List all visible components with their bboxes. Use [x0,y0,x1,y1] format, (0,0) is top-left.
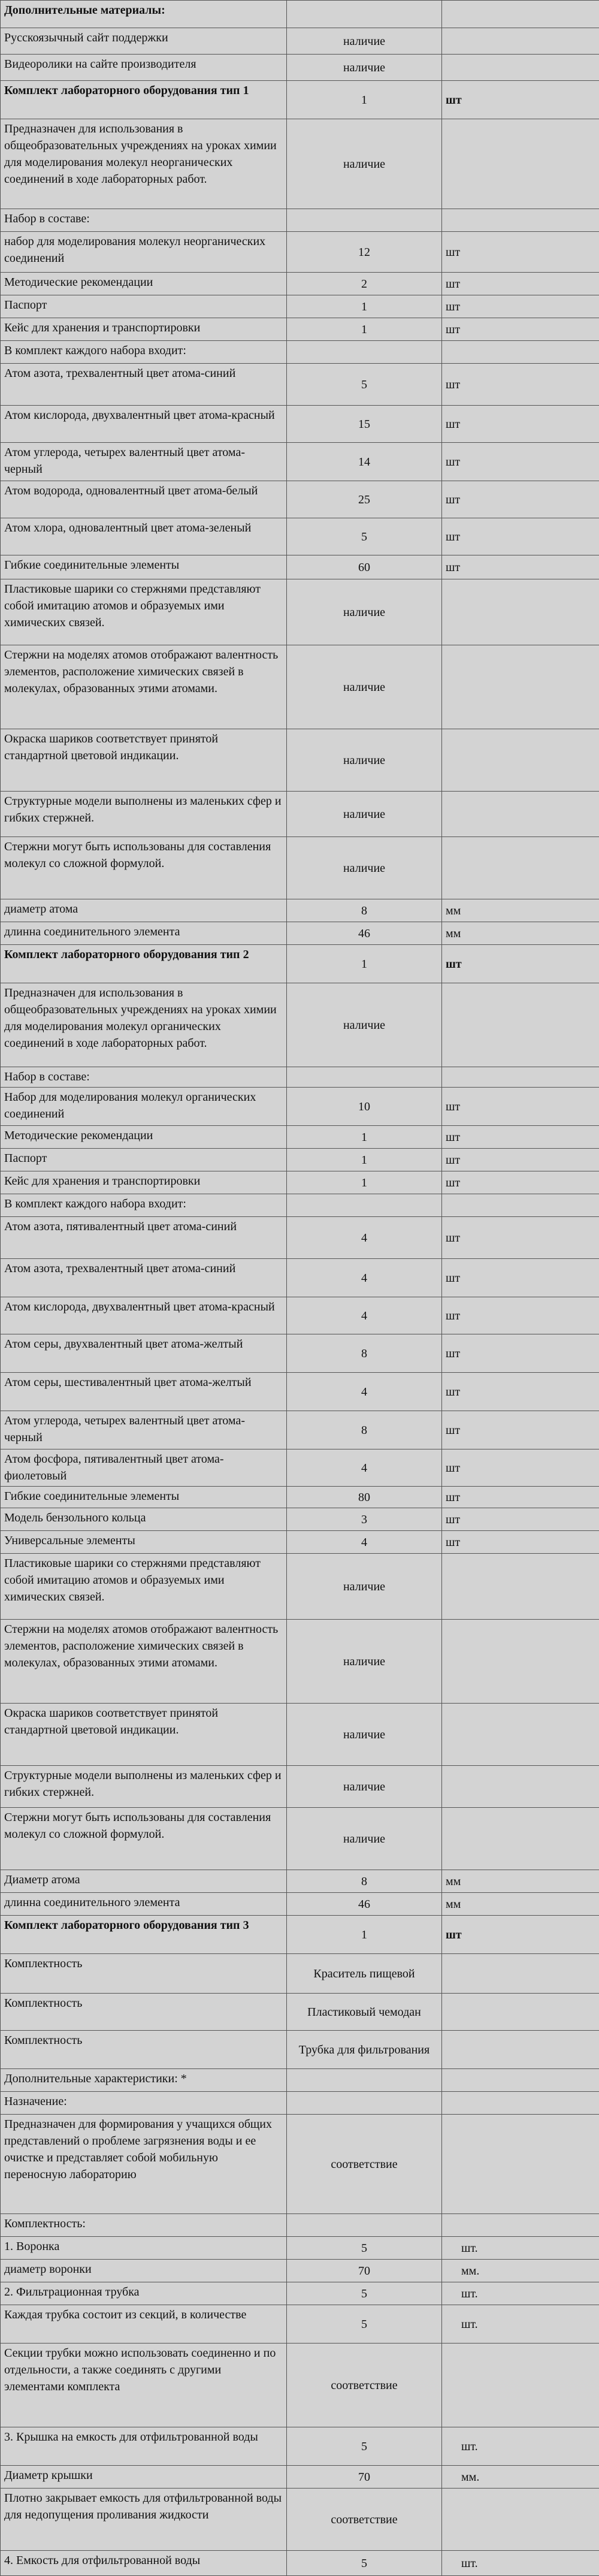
table-row [1,481,599,518]
row-name-cell: Русскоязычный сайт поддержки [1,28,287,55]
table-row [1,555,599,579]
table-row [1,2214,599,2237]
row-name-cell: длинна соединительного элемента [1,1893,287,1916]
row-name-cell: Комплектность: [1,2214,287,2237]
table-row [1,729,599,792]
row-name-cell: Атом хлора, одновалентный цвет атома-зеленый [1,518,287,555]
row-unit-cell: шт [442,318,599,341]
row-value-cell [287,2092,442,2115]
row-value-cell: 1 [287,1126,442,1149]
row-name-cell: Окраска шариков соответствует принятой стандартной цветовой индикации. [1,1704,287,1766]
table-row [1,1916,599,1954]
table-row [1,645,599,729]
row-unit-cell [442,2031,599,2069]
row-value-cell: наличие [287,119,442,209]
row-unit-cell [442,2092,599,2115]
row-name-cell: Комплектность [1,1954,287,1994]
row-value-cell: наличие [287,1766,442,1808]
row-value-cell: 4 [287,1531,442,1554]
row-unit-cell [442,1,599,28]
table-row [1,295,599,318]
row-value-cell [287,341,442,364]
table-row [1,2092,599,2115]
row-unit-cell: шт [442,273,599,295]
row-value-cell: 8 [287,1870,442,1893]
row-name-cell: Атом фосфора, пятивалентный цвет атома-фиолетовый [1,1449,287,1487]
row-unit-cell [442,28,599,55]
row-value-cell: 8 [287,899,442,922]
table-row [1,1554,599,1620]
row-unit-cell: шт [442,1297,599,1334]
row-value-cell: наличие [287,1620,442,1704]
row-name-cell: Гибкие соединительные элементы [1,555,287,579]
row-name-cell: Дополнительные характеристики: * [1,2069,287,2092]
table-row [1,119,599,209]
row-value-cell: 25 [287,481,442,518]
row-unit-cell: шт [442,1487,599,1508]
table-row [1,1620,599,1704]
row-value-cell: 4 [287,1217,442,1259]
row-unit-cell: мм. [442,2466,599,2489]
row-name-cell: Пластиковые шарики со стержнями представляют собой имитацию атомов и образуемых ими химических связей. [1,1554,287,1620]
row-value-cell: 8 [287,1334,442,1373]
row-unit-cell [442,2115,599,2214]
table-row [1,899,599,922]
row-unit-cell [442,792,599,837]
table-row [1,28,599,55]
row-value-cell: 4 [287,1259,442,1297]
row-value-cell: наличие [287,579,442,645]
row-unit-cell [442,983,599,1067]
row-unit-cell: шт. [442,2551,599,2576]
row-name-cell: Атом кислорода, двухвалентный цвет атома-красный [1,1297,287,1334]
row-name-cell: Атом серы, шестивалентный цвет атома-желтый [1,1373,287,1411]
row-unit-cell: шт. [442,2427,599,2466]
row-name-cell: Атом азота, трехвалентный цвет атома-синий [1,364,287,406]
row-name-cell: Диаметр крышки [1,2466,287,2489]
row-name-cell: Структурные модели выполнены из маленьких сфер и гибких стержней. [1,1766,287,1808]
row-value-cell: 70 [287,2466,442,2489]
row-value-cell: наличие [287,837,442,899]
row-unit-cell: шт [442,81,599,119]
table-row [1,2115,599,2214]
specifications-table-body [1,1,599,2576]
row-unit-cell: шт [442,1411,599,1449]
row-name-cell: Комплект лабораторного оборудования тип 1 [1,81,287,119]
row-value-cell [287,1067,442,1088]
row-value-cell: 4 [287,1297,442,1334]
table-row [1,945,599,983]
row-value-cell: 10 [287,1088,442,1126]
table-row [1,2237,599,2260]
row-name-cell: Комплект лабораторного оборудования тип 3 [1,1916,287,1954]
row-value-cell: 5 [287,2237,442,2260]
row-value-cell: 4 [287,1449,442,1487]
row-value-cell: 5 [287,2551,442,2576]
row-name-cell: Методические рекомендации [1,1126,287,1149]
row-unit-cell: шт [442,443,599,481]
row-name-cell: набор для моделирования молекул неорганических соединений [1,232,287,273]
row-unit-cell: мм [442,899,599,922]
row-unit-cell: мм [442,1893,599,1916]
row-name-cell: Атом углерода, четырех валентный цвет атома- черный [1,1411,287,1449]
row-name-cell: Секции трубки можно использовать соединенно и по отдельности, а также соединять с другими элементами комплекта [1,2344,287,2427]
table-row [1,1704,599,1766]
row-value-cell: 2 [287,273,442,295]
table-row [1,406,599,443]
row-value-cell: 1 [287,1171,442,1194]
table-row [1,2489,599,2551]
row-name-cell: В комплект каждого набора входит: [1,341,287,364]
row-name-cell: Паспорт [1,1149,287,1171]
row-unit-cell [442,1994,599,2031]
row-name-cell: Универсальные элементы [1,1531,287,1554]
row-name-cell: Набор для моделирования молекул органических соединений [1,1088,287,1126]
row-name-cell: Набор в составе: [1,209,287,232]
row-value-cell: наличие [287,729,442,792]
row-unit-cell: шт [442,1171,599,1194]
row-value-cell: наличие [287,792,442,837]
row-name-cell: Стержни на моделях атомов отображают валентность элементов, расположение химических связей в молекулах, образованных этими атомами. [1,645,287,729]
row-name-cell: Атом водорода, одновалентный цвет атома-белый [1,481,287,518]
row-name-cell: В комплект каждого набора входит: [1,1194,287,1217]
row-value-cell: 80 [287,1487,442,1508]
row-name-cell: Структурные модели выполнены из маленьких сфер и гибких стержней. [1,792,287,837]
row-unit-cell: шт [442,1916,599,1954]
row-value-cell: 5 [287,2427,442,2466]
table-row [1,1893,599,1916]
row-unit-cell [442,55,599,81]
row-unit-cell: шт [442,1149,599,1171]
table-row [1,232,599,273]
row-unit-cell [442,579,599,645]
row-unit-cell: мм [442,1870,599,1893]
table-row [1,1808,599,1870]
row-name-cell: Предназначен для использования в общеобразовательных учреждениях на уроках химии для моделирования молекул органических соединений в ходе лабораторных работ. [1,983,287,1067]
table-row [1,1411,599,1449]
row-name-cell: 4. Емкость для отфильтрованной воды [1,2551,287,2576]
row-unit-cell: шт [442,1373,599,1411]
row-name-cell: Методические рекомендации [1,273,287,295]
row-value-cell: наличие [287,28,442,55]
table-row [1,792,599,837]
table-row [1,2427,599,2466]
row-name-cell: Атом кислорода, двухвалентный цвет атома-красный [1,406,287,443]
table-row [1,1126,599,1149]
row-unit-cell: шт [442,1508,599,1531]
table-row [1,2031,599,2069]
row-name-cell: Пластиковые шарики со стержнями представляют собой имитацию атомов и образуемых ими химических связей. [1,579,287,645]
row-value-cell: 1 [287,1149,442,1171]
row-name-cell: Предназначен для использования в общеобразовательных учреждениях на уроках химии для моделирования молекул неорганических соединений в ходе лабораторных работ. [1,119,287,209]
row-unit-cell [442,119,599,209]
row-unit-cell [442,837,599,899]
row-value-cell: наличие [287,1808,442,1870]
row-value-cell: 5 [287,364,442,406]
row-value-cell: наличие [287,1704,442,1766]
row-unit-cell: шт [442,1531,599,1554]
row-unit-cell: шт [442,1088,599,1126]
row-unit-cell: шт [442,295,599,318]
row-name-cell: Атом серы, двухвалентный цвет атома-желтый [1,1334,287,1373]
row-value-cell: 1 [287,1916,442,1954]
row-value-cell: 1 [287,945,442,983]
row-value-cell: 60 [287,555,442,579]
row-unit-cell [442,2489,599,2551]
row-unit-cell: шт [442,518,599,555]
row-unit-cell: шт [442,1259,599,1297]
row-name-cell: Модель бензольного кольца [1,1508,287,1531]
row-unit-cell: шт [442,945,599,983]
row-value-cell: 15 [287,406,442,443]
table-row [1,1531,599,1554]
row-unit-cell: шт [442,1217,599,1259]
row-unit-cell [442,1067,599,1088]
table-row [1,2344,599,2427]
row-name-cell: диаметр воронки [1,2260,287,2282]
table-row [1,837,599,899]
row-unit-cell [442,1954,599,1994]
row-value-cell: Трубка для фильтрования [287,2031,442,2069]
table-row [1,1171,599,1194]
table-row [1,1334,599,1373]
row-name-cell: Атом азота, пятивалентный цвет атома-синий [1,1217,287,1259]
row-unit-cell: мм [442,922,599,945]
row-name-cell: Предназначен для формирования у учащихся общих представлений о проблеме загрязнения воды и ее очистке и представляет собой мобильную переносную лабораторию [1,2115,287,2214]
row-value-cell: 1 [287,295,442,318]
row-value-cell [287,1194,442,1217]
table-row [1,579,599,645]
row-name-cell: 3. Крышка на емкость для отфильтрованной воды [1,2427,287,2466]
table-row [1,2260,599,2282]
table-row [1,1217,599,1259]
table-row [1,983,599,1067]
row-unit-cell: шт [442,406,599,443]
row-unit-cell [442,2069,599,2092]
row-name-cell: Стержни на моделях атомов отображают валентность элементов, расположение химических связей в молекулах, образованных этими атомами. [1,1620,287,1704]
row-unit-cell [442,1808,599,1870]
table-row [1,1,599,28]
row-name-cell: Окраска шариков соответствует принятой стандартной цветовой индикации. [1,729,287,792]
row-name-cell: Комплект лабораторного оборудования тип 2 [1,945,287,983]
row-value-cell: 1 [287,318,442,341]
row-value-cell: 46 [287,922,442,945]
table-row [1,318,599,341]
row-unit-cell [442,2344,599,2427]
table-row [1,1259,599,1297]
table-row [1,443,599,481]
row-value-cell: 5 [287,2305,442,2344]
row-unit-cell [442,1620,599,1704]
table-row [1,2551,599,2576]
row-value-cell: наличие [287,1554,442,1620]
row-unit-cell: шт [442,1334,599,1373]
row-unit-cell: шт [442,555,599,579]
table-row [1,273,599,295]
row-unit-cell: шт. [442,2305,599,2344]
table-row [1,1870,599,1893]
row-name-cell: Кейс для хранения и транспортировки [1,318,287,341]
row-value-cell: 70 [287,2260,442,2282]
table-row [1,2282,599,2305]
row-value-cell: наличие [287,983,442,1067]
row-value-cell: 1 [287,81,442,119]
row-value-cell: 3 [287,1508,442,1531]
row-name-cell: Паспорт [1,295,287,318]
table-row [1,1067,599,1088]
row-value-cell: наличие [287,55,442,81]
row-value-cell: Краситель пищевой [287,1954,442,1994]
table-row [1,1994,599,2031]
row-unit-cell [442,209,599,232]
table-row [1,2466,599,2489]
table-row [1,1766,599,1808]
row-name-cell: Атом азота, трехвалентный цвет атома-синий [1,1259,287,1297]
row-unit-cell: шт. [442,2282,599,2305]
table-row [1,1297,599,1334]
table-row [1,922,599,945]
row-value-cell [287,2214,442,2237]
table-row [1,1449,599,1487]
row-name-cell: Плотно закрывает емкость для отфильтрованной воды для недопущения проливания жидкости [1,2489,287,2551]
row-unit-cell: шт [442,1126,599,1149]
table-row [1,1373,599,1411]
row-value-cell: 5 [287,2282,442,2305]
row-unit-cell: шт. [442,2237,599,2260]
row-unit-cell [442,2214,599,2237]
table-row [1,1194,599,1217]
row-value-cell: соответствие [287,2344,442,2427]
table-row [1,1954,599,1994]
row-value-cell [287,1,442,28]
row-value-cell: наличие [287,645,442,729]
row-value-cell: 46 [287,1893,442,1916]
row-value-cell: соответствие [287,2115,442,2214]
row-name-cell: 1. Воронка [1,2237,287,2260]
table-row [1,1149,599,1171]
table-row [1,209,599,232]
row-value-cell: 4 [287,1373,442,1411]
row-unit-cell [442,1554,599,1620]
table-row [1,518,599,555]
row-value-cell [287,209,442,232]
row-name-cell: Гибкие соединительные элементы [1,1487,287,1508]
row-name-cell: Стержни могут быть использованы для составления молекул со сложной формулой. [1,837,287,899]
table-row [1,341,599,364]
table-row [1,55,599,81]
row-name-cell: Видеоролики на сайте производителя [1,55,287,81]
row-name-cell: Атом углерода, четырех валентный цвет атома- черный [1,443,287,481]
row-name-cell: Назначение: [1,2092,287,2115]
row-value-cell: Пластиковый чемодан [287,1994,442,2031]
row-unit-cell [442,729,599,792]
table-row [1,364,599,406]
row-name-cell: Диаметр атома [1,1870,287,1893]
row-name-cell: Комплектность [1,2031,287,2069]
row-name-cell: Кейс для хранения и транспортировки [1,1171,287,1194]
row-value-cell: 14 [287,443,442,481]
row-unit-cell: мм. [442,2260,599,2282]
row-unit-cell: шт [442,364,599,406]
table-row [1,1508,599,1531]
row-value-cell [287,2069,442,2092]
row-name-cell: Стержни могут быть использованы для составления молекул со сложной формулой. [1,1808,287,1870]
row-unit-cell [442,341,599,364]
row-name-cell: Набор в составе: [1,1067,287,1088]
row-unit-cell [442,1704,599,1766]
row-name-cell: Комплектность [1,1994,287,2031]
table-row [1,1088,599,1126]
row-unit-cell [442,1766,599,1808]
row-unit-cell [442,1194,599,1217]
row-name-cell: диаметр атома [1,899,287,922]
row-name-cell: Дополнительные материалы: [1,1,287,28]
table-row [1,2069,599,2092]
table-row [1,1487,599,1508]
row-value-cell: 12 [287,232,442,273]
table-row [1,81,599,119]
table-row [1,2305,599,2344]
row-name-cell: Каждая трубка состоит из секций, в количестве [1,2305,287,2344]
row-value-cell: 8 [287,1411,442,1449]
row-unit-cell: шт [442,232,599,273]
row-name-cell: длинна соединительного элемента [1,922,287,945]
row-unit-cell: шт [442,1449,599,1487]
row-value-cell: 5 [287,518,442,555]
row-name-cell: 2. Фильтрационная трубка [1,2282,287,2305]
row-unit-cell [442,645,599,729]
row-value-cell: соответствие [287,2489,442,2551]
row-unit-cell: шт [442,481,599,518]
